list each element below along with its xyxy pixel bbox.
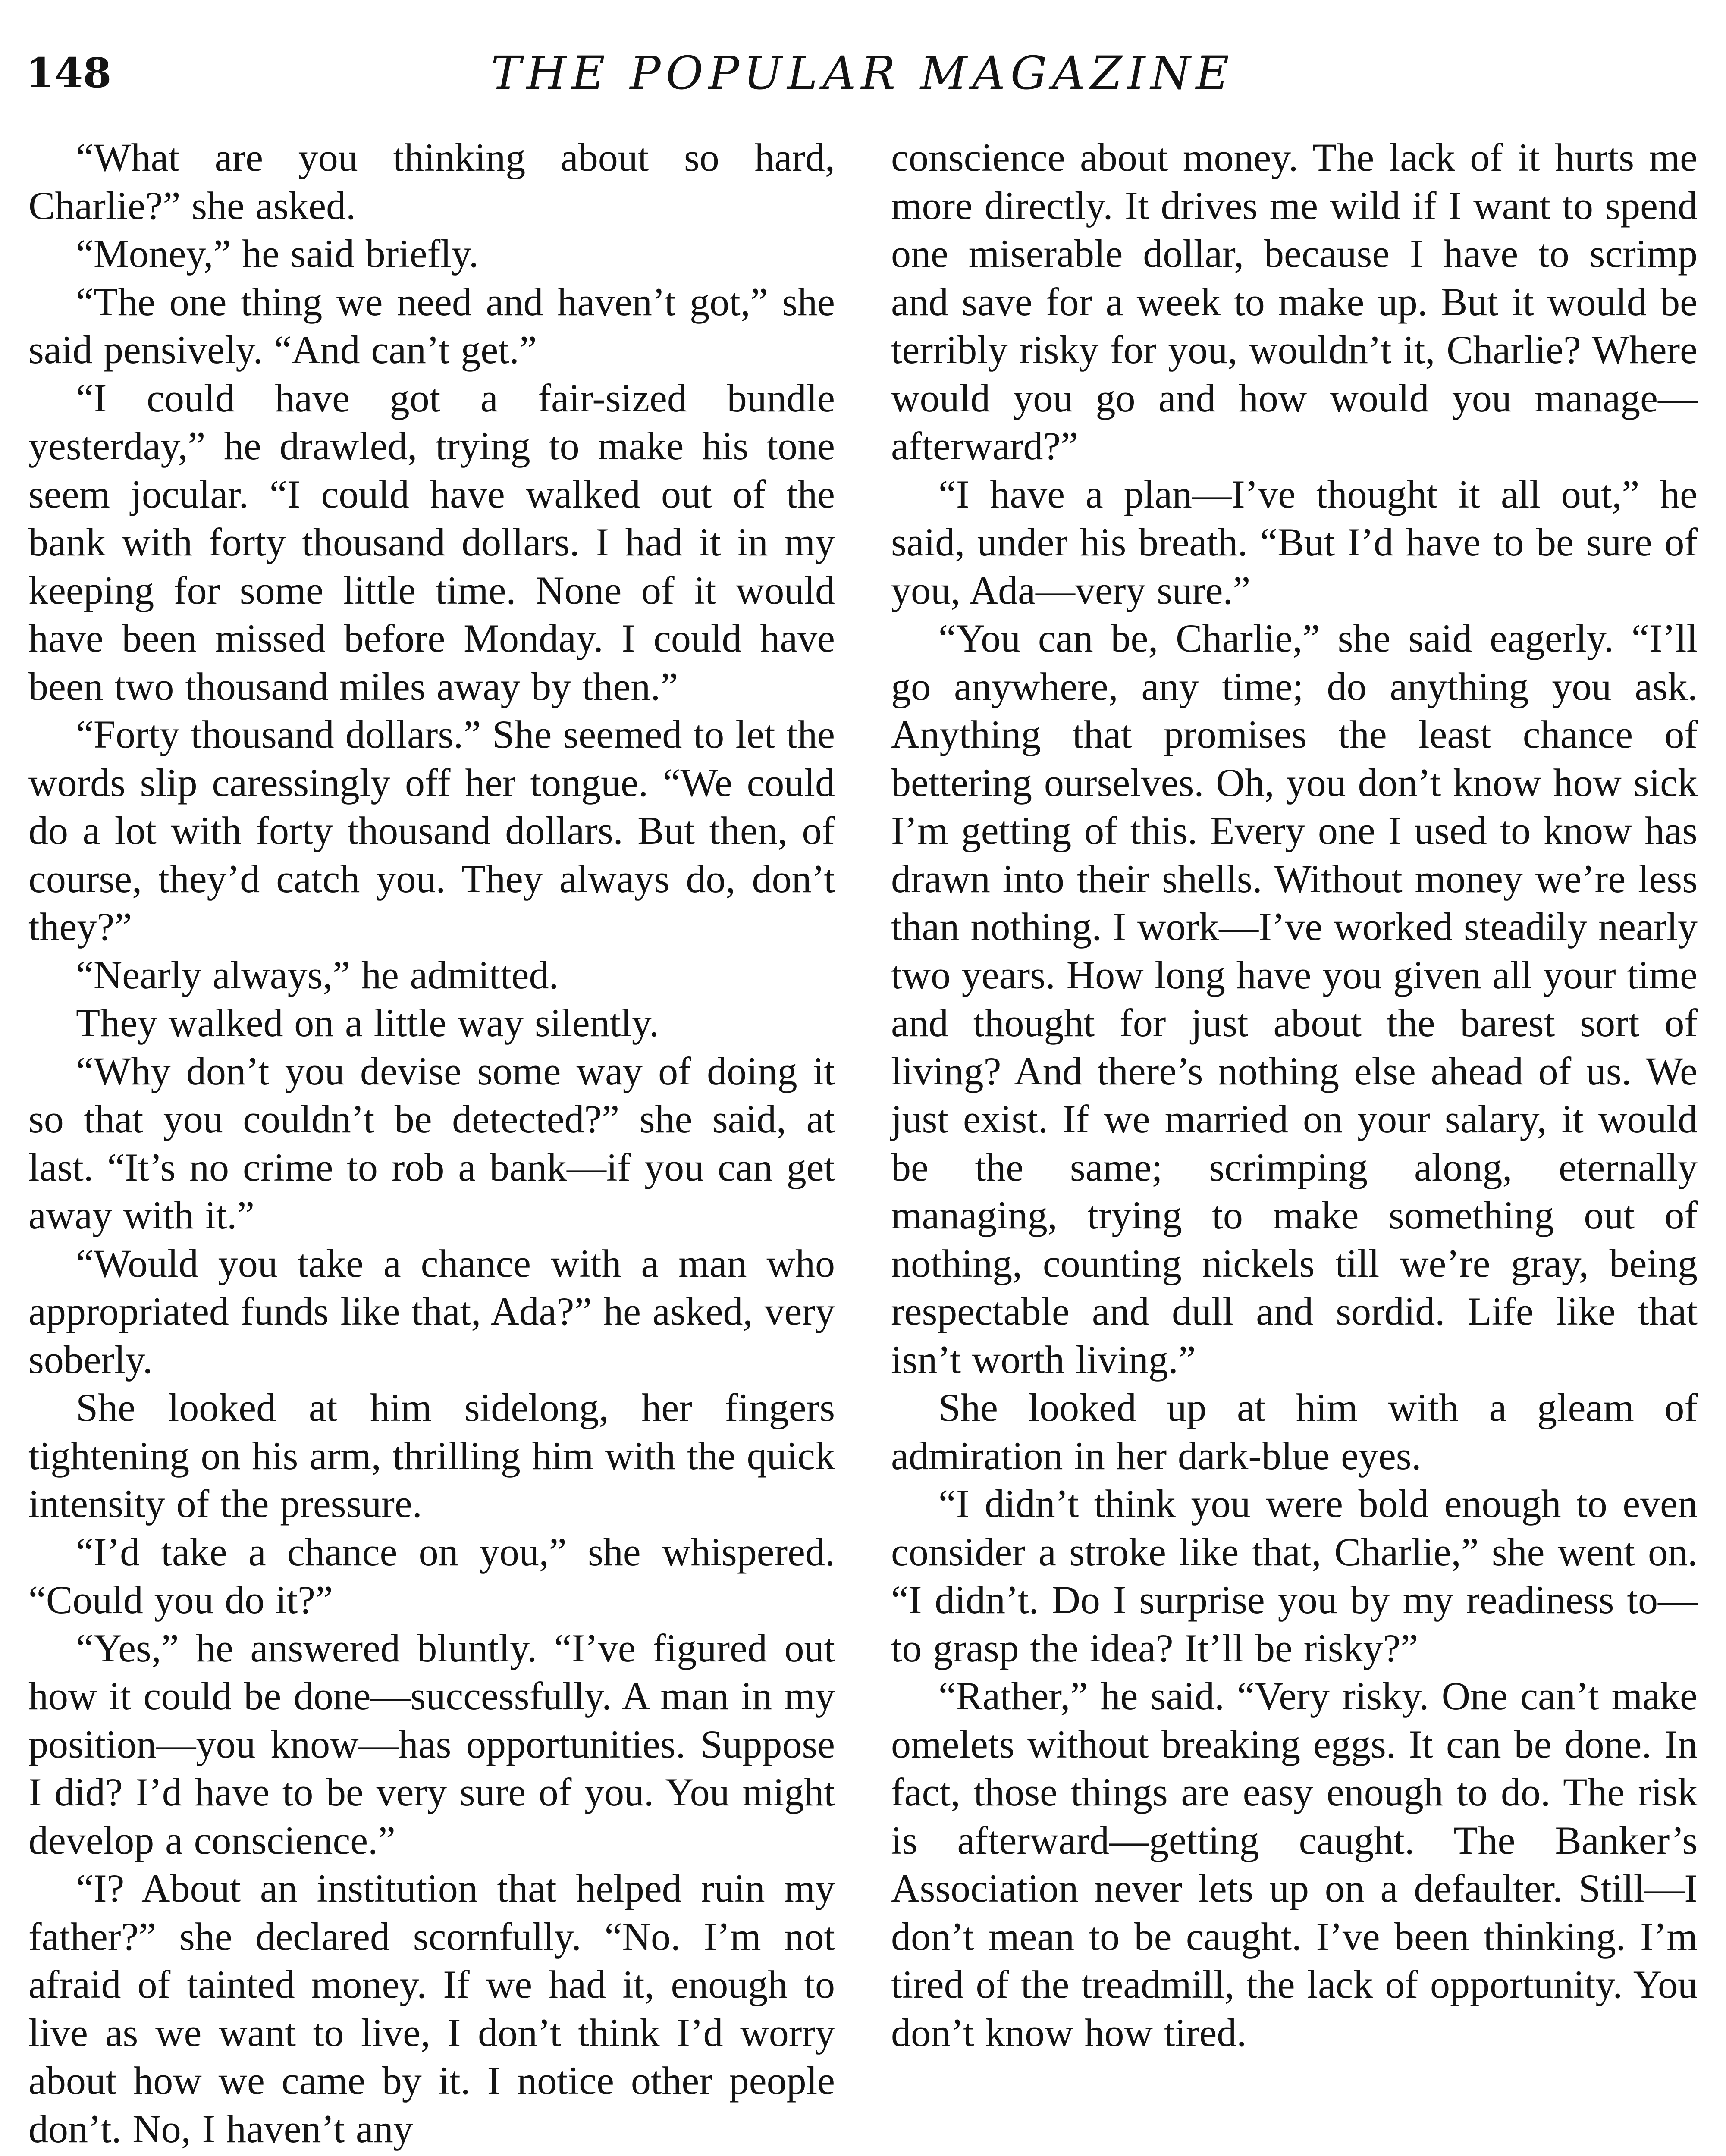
paragraph: “I could have got a fair-sized bundle yesterday,” he drawled, trying to make his tone seem jocular. “I could have walked out of the bank with forty thousand dollars. I had it in my keeping for some little time. None of it would have been missed before Monday. I could have been two thousand miles away by then.” — [28, 376, 835, 708]
paragraph: “Forty thousand dollars.” She seemed to let the words slip caressingly off her tongue. “We could do a lot with forty thousand dollars. But then, of course, they’d catch you. They always do, don’t they?” — [28, 712, 835, 949]
paragraph: “I’d take a chance on you,” she whispered. “Could you do it?” — [28, 1529, 835, 1622]
left-text-column — [28, 134, 835, 2153]
paragraph: They walked on a little way silently. — [76, 1001, 659, 1045]
paragraph: “Nearly always,” he admitted. — [76, 953, 559, 997]
paragraph: “Would you take a chance with a man who appropriated funds like that, Ada?” he asked, very soberly. — [28, 1241, 835, 1382]
paragraph: “The one thing we need and haven’t got,” she said pensively. “And can’t get.” — [28, 279, 835, 372]
paragraph: “I? About an institution that helped ruin my father?” she declared scornfully. “No. I’m not afraid of tainted money. If we had it, enough to live as we want to live, I don’t think I’d worry about how we came by it. I notice other people don’t. No, I haven’t any — [28, 1866, 835, 2151]
right-text-column — [891, 134, 1698, 2057]
paragraph: “You can be, Charlie,” she said eagerly. “I’ll go anywhere, any time; do anything you ask. Anything that promises the least chance of bettering ourselves. Oh, you don’t know how sick I’m getting of this. Every one I used to know has drawn into their shells. Without money we’re less than nothing. I work—I’ve worked steadily nearly two years. How long have you given all your time and thought for just about the barest sort of living? And there’s nothing else ahead of us. We just exist. If we married on your salary, it would be the same; scrimping along, eternally managing, trying to make something out of nothing, counting nickels till we’re gray, being respectable and dull and sordid. Life like that isn’t worth living.” — [891, 616, 1698, 1382]
page-header — [26, 41, 1699, 106]
paragraph: She looked up at him with a gleam of admiration in her dark-blue eyes. — [891, 1385, 1698, 1478]
paragraph: “I didn’t think you were bold enough to even consider a stroke like that, Charlie,” she went on. “I didn’t. Do I surprise you by my readiness to—to grasp the idea? It’ll be risky?” — [891, 1482, 1698, 1670]
paragraph: “Money,” he said briefly. — [76, 232, 479, 276]
paragraph: “What are you thinking about so hard, Charlie?” she asked. — [28, 135, 835, 228]
paragraph: She looked at him sidelong, her fingers tightening on his arm, thrilling him with the quick intensity of the pressure. — [28, 1385, 835, 1526]
paragraph: “Yes,” he answered bluntly. “I’ve figured out how it could be done—successfully. A man in my position—you know—has opportunities. Suppose I did? I’d have to be very sure of you. You might develop a conscience.” — [28, 1626, 835, 1862]
paragraph: “Rather,” he said. “Very risky. One can’t make omelets without breaking eggs. It can be done. In fact, those things are easy enough to do. The risk is afterward—getting caught. The Banker’s Association never lets up on a defaulter. Still—I don’t mean to be caught. I’ve been thinking. I’m tired of the treadmill, the lack of opportunity. You don’t know how tired. — [891, 1674, 1698, 2055]
running-head: THE POPULAR MAGAZINE — [491, 47, 1234, 100]
page-number: 148 — [26, 49, 112, 97]
paragraph: conscience about money. The lack of it hurts me more directly. It drives me wild if I want to spend one miserable dollar, because I have to scrimp and save for a week to make up. But it would be terribly risky for you, wouldn’t it, Charlie? Where would you go and how would you manage—afterward?” — [891, 135, 1698, 468]
paragraph: “Why don’t you devise some way of doing it so that you couldn’t be detected?” she said, at last. “It’s no crime to rob a bank—if you can get away with it.” — [28, 1049, 835, 1237]
paragraph: “I have a plan—I’ve thought it all out,” he said, under his breath. “But I’d have to be sure of you, Ada—very sure.” — [891, 472, 1698, 612]
